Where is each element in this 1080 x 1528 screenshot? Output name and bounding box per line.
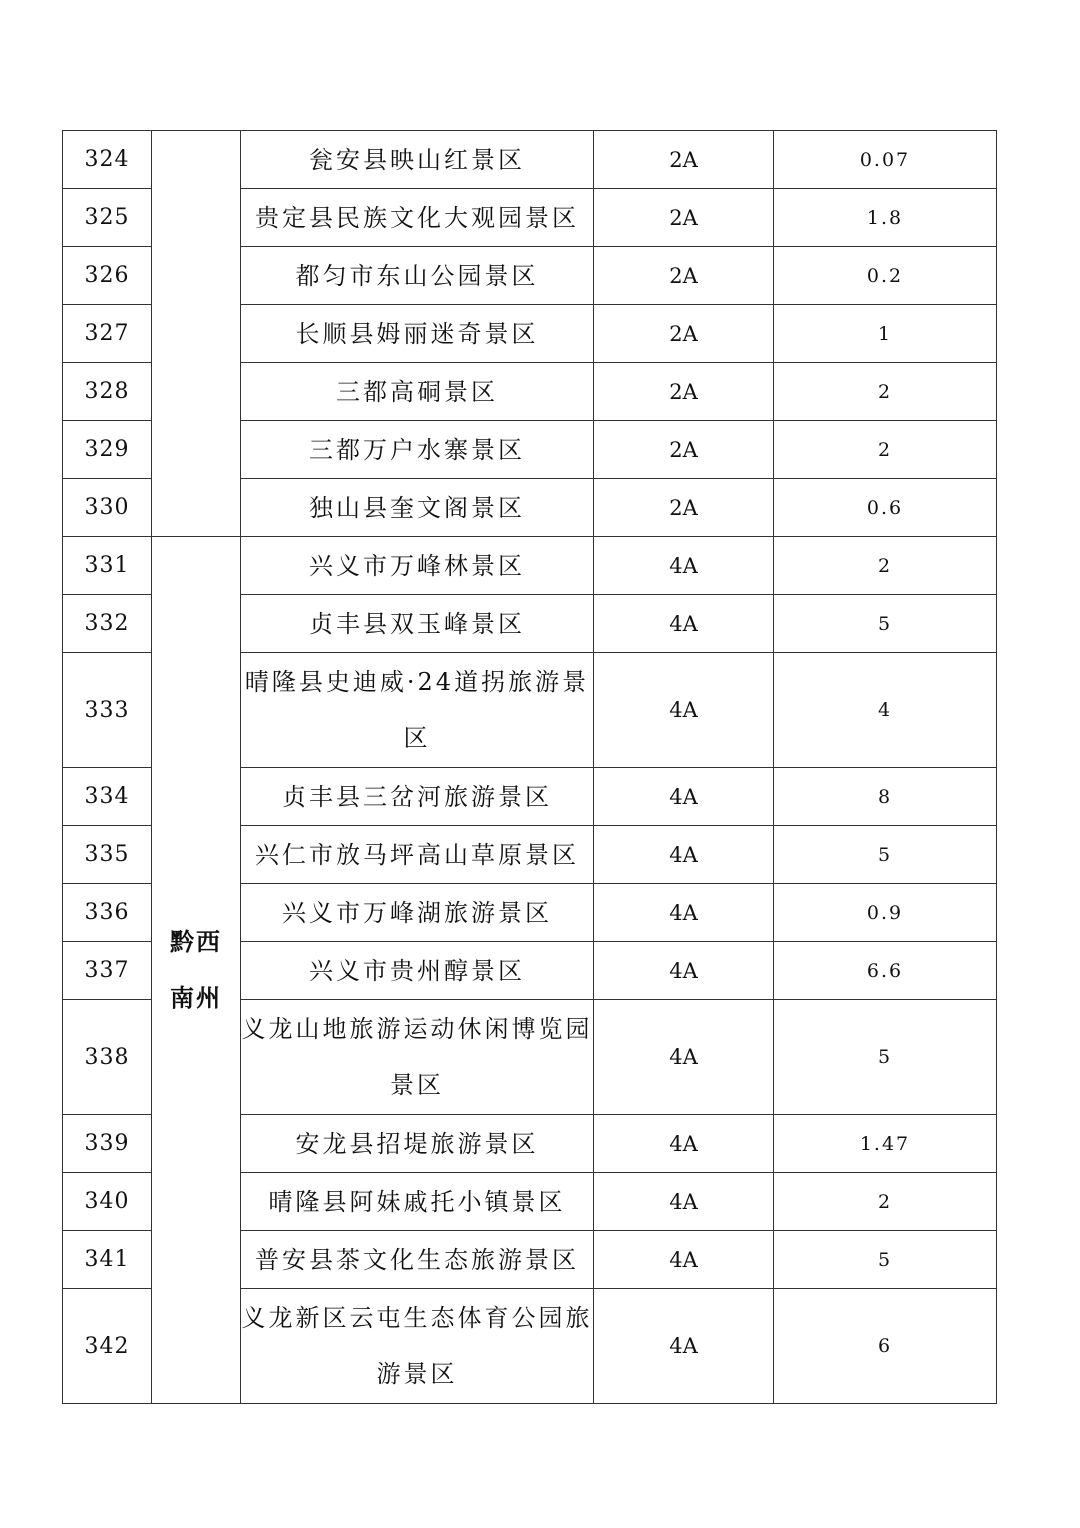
scenic-name: 独山县奎文阁景区 <box>241 479 594 537</box>
scenic-level: 2A <box>594 305 774 363</box>
scenic-area: 2 <box>774 1173 997 1231</box>
scenic-name: 都匀市东山公园景区 <box>241 247 594 305</box>
scenic-name: 贞丰县三岔河旅游景区 <box>241 768 594 826</box>
row-number: 342 <box>63 1289 152 1404</box>
scenic-name: 三都高硐景区 <box>241 363 594 421</box>
scenic-name: 兴义市万峰湖旅游景区 <box>241 884 594 942</box>
scenic-area: 6.6 <box>774 942 997 1000</box>
row-number: 338 <box>63 1000 152 1115</box>
region-cell-qianxinan <box>152 537 241 1404</box>
scenic-level: 4A <box>594 537 774 595</box>
scenic-name: 贵定县民族文化大观园景区 <box>241 189 594 247</box>
table-row <box>63 131 997 189</box>
scenic-level: 2A <box>594 421 774 479</box>
scenic-level: 4A <box>594 942 774 1000</box>
scenic-name: 晴隆县阿妹戚托小镇景区 <box>241 1173 594 1231</box>
scenic-name: 兴义市贵州醇景区 <box>241 942 594 1000</box>
scenic-area: 0.07 <box>774 131 997 189</box>
scenic-level: 4A <box>594 884 774 942</box>
row-number: 326 <box>63 247 152 305</box>
row-number: 332 <box>63 595 152 653</box>
scenic-level: 4A <box>594 595 774 653</box>
scenic-level: 4A <box>594 1289 774 1404</box>
row-number: 335 <box>63 826 152 884</box>
scenic-area: 0.9 <box>774 884 997 942</box>
scenic-area: 5 <box>774 595 997 653</box>
row-number: 336 <box>63 884 152 942</box>
scenic-area: 0.6 <box>774 479 997 537</box>
row-number: 324 <box>63 131 152 189</box>
scenic-name: 三都万户水寨景区 <box>241 421 594 479</box>
scenic-area: 5 <box>774 1000 997 1115</box>
row-number: 340 <box>63 1173 152 1231</box>
row-number: 334 <box>63 768 152 826</box>
scenic-area: 0.2 <box>774 247 997 305</box>
scenic-name: 贞丰县双玉峰景区 <box>241 595 594 653</box>
scenic-level: 4A <box>594 1115 774 1173</box>
region-cell <box>152 131 241 537</box>
scenic-area: 1 <box>774 305 997 363</box>
scenic-level: 4A <box>594 1173 774 1231</box>
scenic-area: 8 <box>774 768 997 826</box>
scenic-level: 4A <box>594 1231 774 1289</box>
scenic-area: 5 <box>774 826 997 884</box>
scenic-area: 1.47 <box>774 1115 997 1173</box>
scenic-level: 4A <box>594 1000 774 1115</box>
scenic-area: 2 <box>774 421 997 479</box>
scenic-name: 长顺县姆丽迷奇景区 <box>241 305 594 363</box>
scenic-area: 1.8 <box>774 189 997 247</box>
scenic-name: 义龙新区云屯生态体育公园旅游景区 <box>241 1289 594 1404</box>
scenic-area: 5 <box>774 1231 997 1289</box>
scenic-name: 晴隆县史迪威·24道拐旅游景区 <box>241 653 594 768</box>
scenic-level: 2A <box>594 247 774 305</box>
scenic-name: 安龙县招堤旅游景区 <box>241 1115 594 1173</box>
scenic-level: 2A <box>594 479 774 537</box>
row-number: 339 <box>63 1115 152 1173</box>
scenic-level: 4A <box>594 768 774 826</box>
row-number: 330 <box>63 479 152 537</box>
table-row <box>63 537 997 595</box>
row-number: 331 <box>63 537 152 595</box>
row-number: 328 <box>63 363 152 421</box>
scenic-area: 6 <box>774 1289 997 1404</box>
scenic-name: 普安县茶文化生态旅游景区 <box>241 1231 594 1289</box>
scenic-area: 2 <box>774 537 997 595</box>
scenic-level: 4A <box>594 826 774 884</box>
region-label-line1: 黔西 <box>170 928 222 956</box>
row-number: 341 <box>63 1231 152 1289</box>
scenic-level: 2A <box>594 363 774 421</box>
row-number: 329 <box>63 421 152 479</box>
scenic-name: 义龙山地旅游运动休闲博览园景区 <box>241 1000 594 1115</box>
scenic-area-table <box>62 130 997 1404</box>
row-number: 337 <box>63 942 152 1000</box>
scenic-level: 2A <box>594 189 774 247</box>
scenic-area: 2 <box>774 363 997 421</box>
scenic-name: 瓮安县映山红景区 <box>241 131 594 189</box>
row-number: 325 <box>63 189 152 247</box>
region-label-line2: 南州 <box>170 984 222 1012</box>
row-number: 333 <box>63 653 152 768</box>
scenic-level: 2A <box>594 131 774 189</box>
scenic-name: 兴仁市放马坪高山草原景区 <box>241 826 594 884</box>
scenic-name: 兴义市万峰林景区 <box>241 537 594 595</box>
scenic-area: 4 <box>774 653 997 768</box>
row-number: 327 <box>63 305 152 363</box>
scenic-level: 4A <box>594 653 774 768</box>
